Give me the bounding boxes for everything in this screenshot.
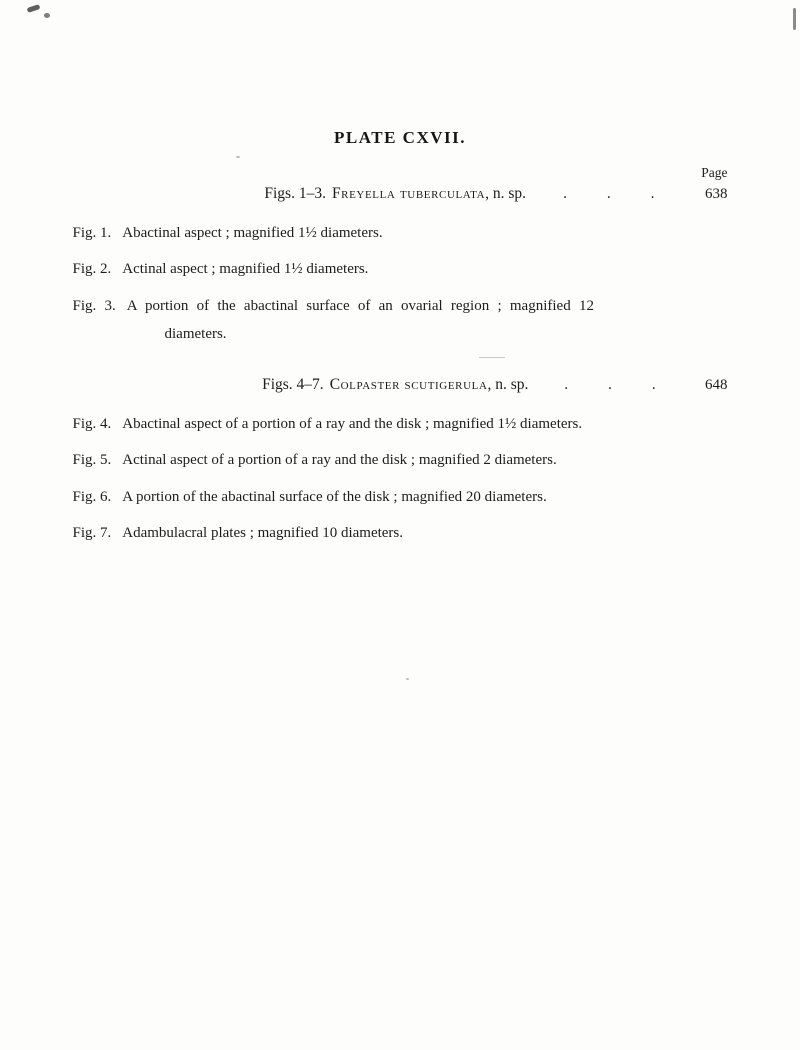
section-heading-text — [264, 185, 526, 203]
figure-entry — [73, 223, 728, 245]
figure-caption: Abactinal aspect of a portion of a ray and the disk ; magnified 1½ diameters. — [122, 416, 583, 432]
figure-list-1 — [73, 223, 728, 346]
heading-leader — [526, 185, 727, 203]
figure-label: Fig. 2. — [72, 261, 112, 278]
figure-label: Fig. 6. — [72, 488, 112, 505]
scan-artifact — [27, 4, 41, 13]
figure-entry — [73, 450, 728, 472]
figure-label: Fig. 4. — [72, 416, 112, 432]
figure-caption: A portion of the abactinal surface of an ovarial region ; magnified 12 — [126, 297, 594, 314]
scan-artifact — [236, 156, 240, 158]
species-name: Freyella tuberculata — [331, 185, 486, 202]
figure-caption: Actinal aspect of a portion of a ray and the disk ; magnified 2 diameters. — [122, 452, 557, 469]
page-number: 648 — [705, 377, 728, 393]
figure-caption-continuation: diameters. — [164, 326, 227, 343]
figure-entry — [73, 523, 728, 545]
figure-list-2 — [73, 414, 728, 545]
figure-label: Fig. 1. — [72, 225, 112, 241]
page-content — [73, 0, 728, 545]
figs-range-label: Figs. 1–3. — [264, 185, 326, 202]
figs-range-label: Figs. 4–7. — [262, 376, 324, 393]
leader-dots: . . . — [564, 376, 656, 393]
species-name: Colpaster scutigerula — [329, 376, 488, 393]
scan-artifact — [479, 357, 505, 358]
figure-entry — [73, 259, 728, 281]
figure-caption: A portion of the abactinal surface of the disk ; magnified 20 diameters. — [122, 488, 547, 505]
figure-caption: Abactinal aspect ; magnified 1½ diameters. — [122, 225, 383, 241]
page-column-label: Page — [701, 165, 728, 180]
section-heading-text — [262, 376, 528, 394]
heading-leader — [528, 376, 727, 394]
figure-entry — [73, 414, 728, 436]
section-heading-figs-4-7 — [73, 376, 728, 394]
scan-artifact — [44, 13, 50, 18]
figure-caption: Adambulacral plates ; magnified 10 diameters. — [122, 524, 404, 541]
figure-entry — [73, 487, 728, 509]
figure-label: Fig. 7. — [72, 524, 112, 541]
figure-label: Fig. 5. — [72, 452, 112, 469]
scan-artifact — [793, 8, 796, 30]
plate-title: PLATE CXVII. — [334, 128, 466, 147]
figure-label: Fig. 3. — [72, 297, 116, 314]
scan-artifact — [406, 678, 409, 680]
figure-entry — [73, 296, 728, 347]
figure-caption: Actinal aspect ; magnified 1½ diameters. — [122, 261, 369, 278]
section-heading-figs-1-3 — [73, 185, 728, 203]
species-suffix: , n. sp. — [487, 376, 529, 393]
species-suffix: , n. sp. — [485, 185, 527, 202]
leader-dots: . . . — [563, 185, 655, 202]
page-number: 638 — [705, 186, 728, 202]
